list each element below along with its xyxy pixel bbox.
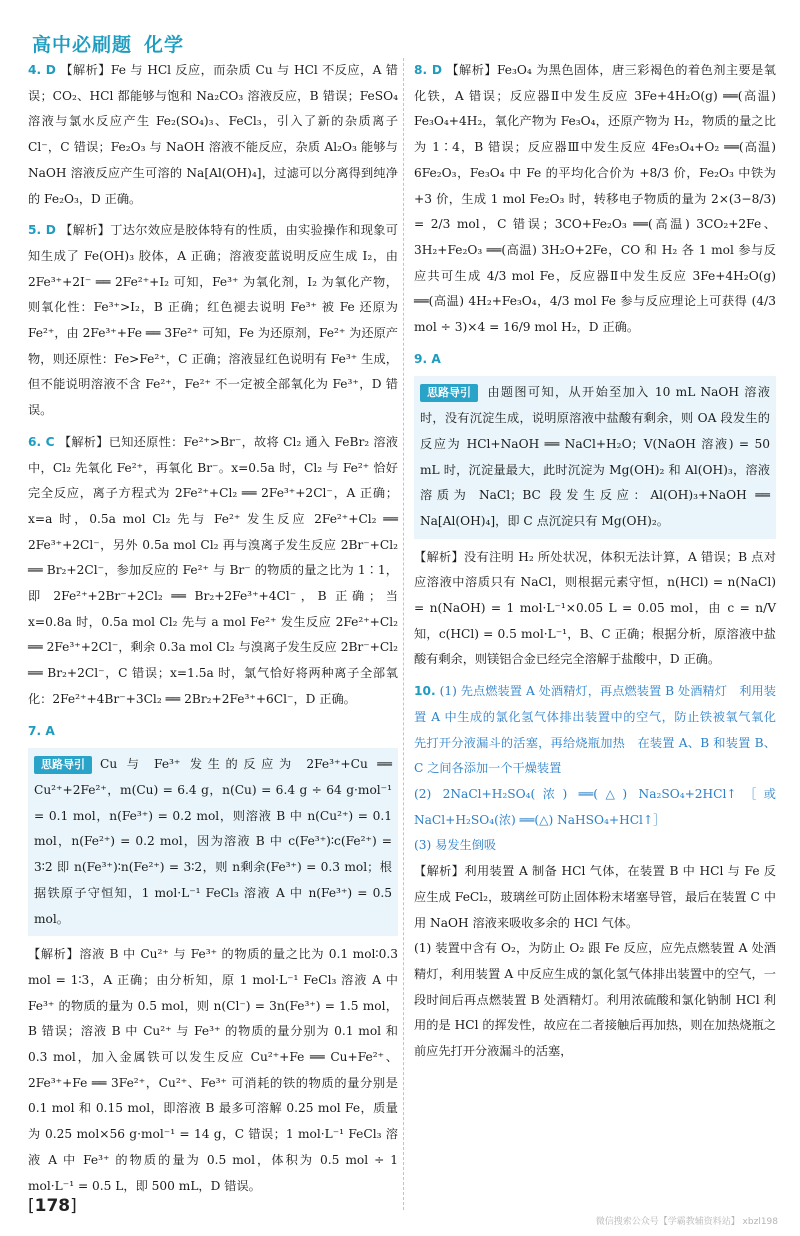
explanation-text-continued: (1) 装置中含有 O₂，为防止 O₂ 跟 Fe 反应，应先点燃装置 A 处酒精灯，利用装置 A 中反应生成的氯化氢气体排出装置中的空气，一段时间后再点燃装置 B 处酒精灯。利用浓硫酸和氯化钠制 HCl 利用的是 HCl 的挥发性，故应在二者接触后再加热，则在加热烧瓶之前应先打开分液漏斗的活塞， <box>414 941 776 1059</box>
explanation-text: 【解析】Fe 与 HCl 反应，而杂质 Cu 与 HCl 不反应，A 错误；CO₂、HCl 都能够与饱和 Na₂CO₃ 溶液反应，B 错误；FeSO₄ 溶液与氯水反应产生 Fe₂(SO₄)₃、FeCl₃，引入了新的杂质离子 Cl⁻，C 错误；Fe₂O₃ 与 NaOH 溶液不能反应，杂质 Al₂O₃ 能够与 NaOH 溶液反应产生可溶的 Na[Al(OH)₄]，过滤可以分离得到纯净的 Fe₂O₃，D 正确。 <box>28 63 398 206</box>
thinking-guide-text: 由题图可知，从开始至加入 10 mL NaOH 溶液时，没有沉淀生成，说明原溶液中盐酸有剩余，则 OA 段发生的反应为 HCl+NaOH ══ NaCl+H₂O；V(NaOH 溶液) = 50 mL 时，沉淀量最大，此时沉淀为 Mg(OH)₂ 和 Al(OH)₃，溶液溶质为 NaCl；BC 段发生反应：Al(OH)₃+NaOH ══ Na[Al(OH)₄]，即 C 点沉淀只有 Mg(OH)₂。 <box>420 385 770 528</box>
question-number: 4. D <box>28 63 56 77</box>
question-number: 6. C <box>28 434 55 449</box>
explanation-text: 【解析】丁达尔效应是胶体特有的性质，由实验操作和现象可知生成了 Fe(OH)₃ 胶体，A 正确；溶液変蓝说明反应生成 I₂，由 2Fe³⁺+2I⁻ ══ 2Fe²⁺+I₂ 可知，Fe³⁺ 为氧化剂，I₂ 为氧化产物，则氧化性：Fe³⁺>I₂，B 正确；红色褪去说明 Fe³⁺ 被 Fe 还原为 Fe²⁺，由 2Fe³⁺+Fe ══ 3Fe²⁺ 可知，Fe 为还原剂，Fe²⁺ 为还原产物，则还原性：Fe>Fe²⁺，C 正确；溶液显红色说明有 Fe³⁺ 生成，但不能说明溶液不含 Fe²⁺，Fe²⁺ 不一定被全部氧化为 Fe³⁺，D 错误。 <box>28 223 398 418</box>
thinking-guide-label: 思路导引 <box>34 756 92 774</box>
explanation-text: 【解析】Fe₃O₄ 为黑色固体，唐三彩褐色的着色剂主要是氧化铁，A 错误；反应器Ⅱ中发生反应 3Fe+4H₂O(g) ══(高温) Fe₃O₄+4H₂，氧化产物为 Fe₃O₄，还原产物为 H₂，物质的量之比为 1∶4，B 错误；反应器Ⅲ中发生反应 4Fe₃O₄+O₂ ══(高温) 6Fe₂O₃，Fe₃O₄ 中 Fe 的平均化合价为 +8/3 价，Fe₂O₃ 中铁为 +3 价，生成 1 mol Fe₂O₃ 时，转移电子物质的量为 2×(3−8/3) = 2/3 mol，C 错误；3CO+Fe₂O₃ ══(高温) 3CO₂+2Fe、3H₂+Fe₂O₃ ══(高温) 3H₂O+2Fe，CO 和 H₂ 各 1 mol 参与反应共可生成 4/3 mol Fe，反应器Ⅱ中发生反应 3Fe+4H₂O(g) ══(高温) 4H₂+Fe₃O₄，4/3 mol Fe 参与反应理论上可获得 (4/3 mol ÷ 3)×4 = 16/9 mol H₂，D 正确。 <box>414 63 776 335</box>
answer-part-3: (3) 易发生倒吸 <box>414 838 497 853</box>
watermark: 微信搜索公众号【学霸教辅资料站】 xbzl198 <box>595 1217 778 1227</box>
answer-item-10 <box>414 679 789 1065</box>
thinking-guide-box <box>28 748 398 936</box>
page-number: [178] <box>28 1196 77 1216</box>
question-number: 10. <box>414 684 436 699</box>
answer-item-6 <box>28 430 398 713</box>
answer-item-4 <box>28 58 398 212</box>
column-divider <box>403 58 404 1210</box>
book-title <box>32 30 184 57</box>
explanation-text: 【解析】没有注明 H₂ 所处状况，体积无法计算，A 错误；B 点对应溶液中溶质只有 NaCl，则根据元素守恒，n(HCl) = n(NaCl) = n(NaOH) = 1 mol·L⁻¹×0.05 L = 0.05 mol，由 c = n/V 知，c(HCl) = 0.5 mol·L⁻¹，B、C 正确；根据分析，原溶液中盐酸有剩余，则镁铝合金已经完全溶解于盐酸中，D 正确。 <box>414 549 776 667</box>
explanation-text: 【解析】已知还原性：Fe²⁺>Br⁻，故将 Cl₂ 通入 FeBr₂ 溶液中，Cl₂ 先氧化 Fe²⁺，再氧化 Br⁻。x=0.5a 时，Cl₂ 与 Fe²⁺ 恰好完全反应，离子方程式为 2Fe²⁺+Cl₂ ══ 2Fe³⁺+2Cl⁻，A 正确；x=a 时，0.5a mol Cl₂ 先与 Fe²⁺ 发生反应 2Fe²⁺+Cl₂ ══ 2Fe³⁺+2Cl⁻，另外 0.5a mol Cl₂ 再与溴离子发生反应 2Br⁻+Cl₂ ══ Br₂+2Cl⁻，参加反应的 Fe²⁺ 与 Br⁻ 的物质的量之比为 1∶1，即 2Fe²⁺+2Br⁻+2Cl₂ ══ Br₂+2Fe³⁺+4Cl⁻，B 正确；当 x=0.8a 时，0.5a mol Cl₂ 先与 a mol Fe²⁺ 发生反应 2Fe²⁺+Cl₂ ══ 2Fe³⁺+2Cl⁻，剩余 0.3a mol Cl₂ 与溴离子发生反应 2Br⁻+Cl₂ ══ Br₂+2Cl⁻，C 错误；x=1.5a 时，氯气恰好将两种离子全部氧化：2Fe²⁺+4Br⁻+3Cl₂ ══ 2Br₂+2Fe³⁺+6Cl⁻，D 正确。 <box>28 434 398 706</box>
thinking-guide-text: Cu 与 Fe³⁺ 发生的反应为 2Fe³⁺+Cu ══ Cu²⁺+2Fe²⁺，m(Cu) = 6.4 g，n(Cu) = 6.4 g ÷ 64 g·mol⁻¹ = 0.1 mol，n(Fe³⁺) = 0.2 mol，则溶液 B 中 n(Cu²⁺) = 0.1 mol，n(Fe²⁺) = 0.2 mol，因为溶液 B 中 c(Fe³⁺)∶c(Fe²⁺) = 3∶2 即 n(Fe³⁺)∶n(Fe²⁺) = 3∶2，则 n剩余(Fe³⁺) = 0.3 mol；根据铁原子守恒知，1 mol·L⁻¹ FeCl₃ 溶液 A 中 n(Fe³⁺) = 0.5 mol。 <box>34 757 392 926</box>
answer-item-5 <box>28 218 398 424</box>
question-number: 8. D <box>414 63 442 77</box>
answer-item-9 <box>414 347 776 673</box>
right-column <box>414 58 789 1071</box>
answer-part-2: (2) 2NaCl+H₂SO₄(浓) ══(△) Na₂SO₄+2HCl↑［或 NaCl+H₂SO₄(浓) ══(△) NaHSO₄+HCl↑］ <box>414 786 776 827</box>
question-number: 9. A <box>414 351 441 366</box>
answer-item-7 <box>28 719 398 1200</box>
question-number: 5. D <box>28 223 56 238</box>
answer-item-8 <box>414 58 776 341</box>
explanation-text: 【解析】溶液 B 中 Cu²⁺ 与 Fe³⁺ 的物质的量之比为 0.1 mol∶0.3 mol = 1∶3，A 正确；由分析知，原 1 mol·L⁻¹ FeCl₃ 溶液 A 中 Fe³⁺ 的物质的量为 0.5 mol，则 n(Cl⁻) = 3n(Fe³⁺) = 1.5 mol，B 错误；溶液 B 中 Cu²⁺ 与 Fe³⁺ 的物质的量分别为 0.1 mol 和 0.3 mol，加入金属铁可以发生反应 Cu²⁺+Fe ══ Cu+Fe²⁺、2Fe³⁺+Fe ══ 3Fe²⁺，Cu²⁺、Fe³⁺ 可消耗的铁的物质的量分别是 0.1 mol 和 0.15 mol，即溶液 B 最多可溶解 0.25 mol Fe，质量为 0.25 mol×56 g·mol⁻¹ = 14 g，C 错误；1 mol·L⁻¹ FeCl₃ 溶液 A 中 Fe³⁺ 的物质的量为 0.5 mol，体积为 0.5 mol ÷ 1 mol·L⁻¹ = 0.5 L，即 500 mL，D 错误。 <box>28 947 398 1193</box>
thinking-guide-label: 思路导引 <box>420 384 478 402</box>
question-number: 7. A <box>28 723 55 738</box>
book-subject: 化学 <box>144 34 185 56</box>
left-column <box>28 58 398 1205</box>
thinking-guide-box <box>414 376 776 538</box>
explanation-text: 【解析】利用装置 A 制备 HCl 气体，在装置 B 中 HCl 与 Fe 反应生成 FeCl₂，玻璃丝可防止固体粉末堵塞导管，最后在装置 C 中用 NaOH 溶液来吸收多余的 HCl 气体。 <box>414 864 776 930</box>
book-name: 高中必刷题 <box>32 34 133 56</box>
answer-part-1: (1) 先点燃装置 A 处酒精灯，再点燃装置 B 处酒精灯 利用装置 A 中生成的氯化氢气体排出装置中的空气，防止铁被氧气氧化 先打开分液漏斗的活塞，再给烧瓶加热 在装置 A、B 和装置 B、C 之间各添加一个干燥装置 <box>414 684 789 776</box>
